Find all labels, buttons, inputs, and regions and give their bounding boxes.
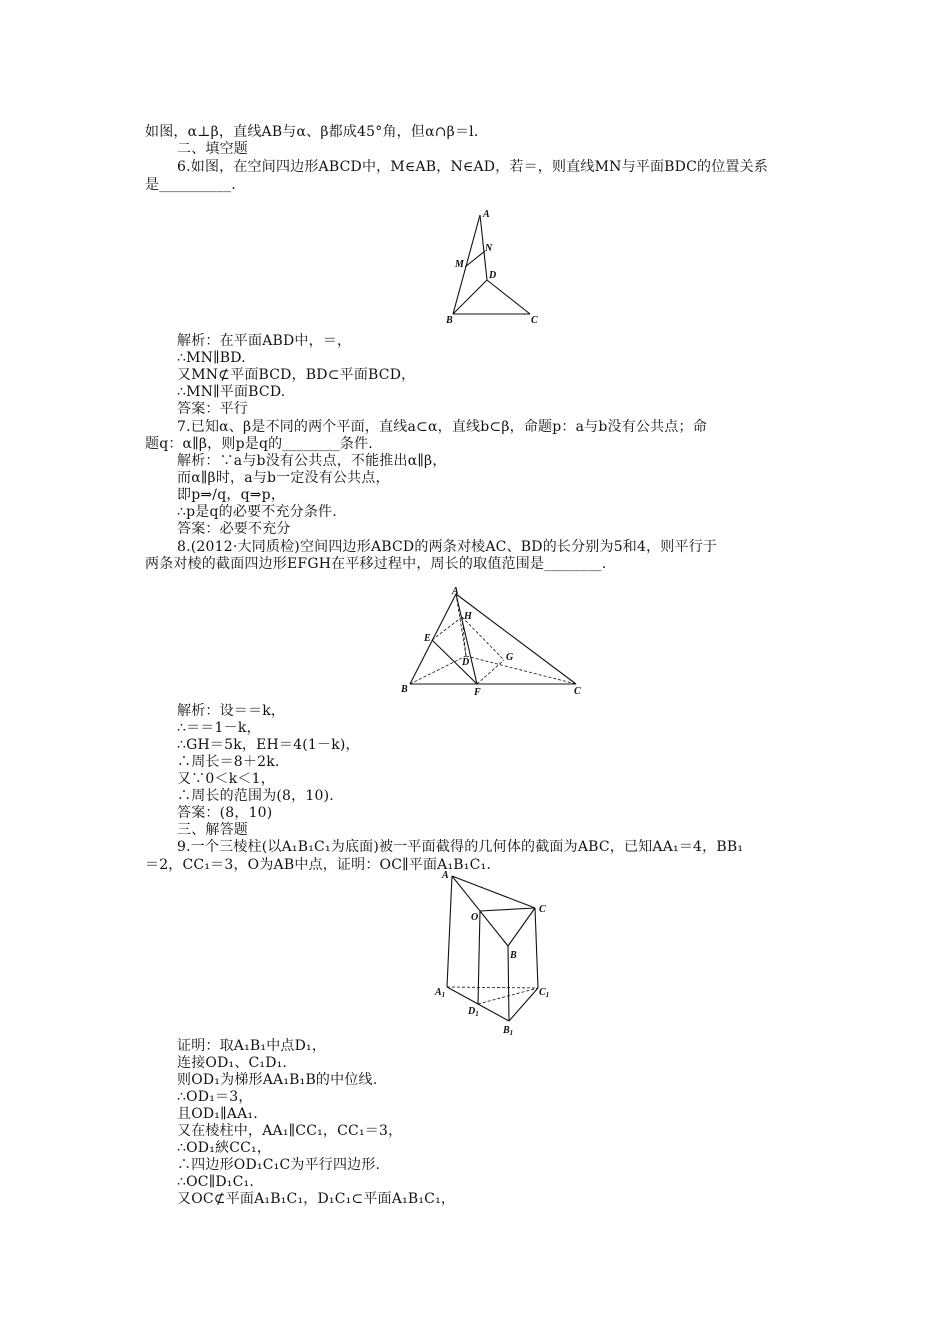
text-line: 解析：在平面ABD中，＝， (177, 333, 352, 349)
text-line: 题q：α∥β，则p是q的________条件. (145, 436, 373, 452)
question-9: 9.一个三棱柱(以A₁B₁C₁为底面)被一平面截得的几何体的截面为ABC，已知AA₁＝4，BB₁ (177, 839, 744, 855)
label-N: N (485, 243, 493, 254)
text-line: 又在棱柱中，AA₁∥CC₁，CC₁＝3， (177, 1123, 403, 1139)
label-A: A (483, 209, 490, 220)
answer: 答案：(8，10) (177, 805, 273, 821)
label-A: A (442, 870, 449, 881)
text-line: ∴周长＝8＋2k. (177, 754, 280, 770)
text-line: 解析：设＝＝k， (177, 703, 286, 719)
label-O: O (471, 912, 479, 923)
label-A1: $A_1$ (435, 987, 446, 999)
label-A: A (452, 586, 459, 597)
figure-truncated-prism (430, 868, 560, 1040)
text-line: 而α∥β时，a与b一定没有公共点， (177, 470, 390, 486)
text-line: ∴四边形OD₁C₁C为平行四边形. (177, 1157, 381, 1173)
text-line: ∴周长的范围为(8，10). (177, 788, 334, 804)
label-D: D (489, 270, 497, 281)
text-line: 且OD₁∥AA₁. (177, 1106, 258, 1122)
label-M: M (455, 259, 464, 270)
label-B: B (401, 684, 408, 695)
figure-tetrahedron-efgh (398, 584, 588, 700)
text-line: ∴MN∥BD. (177, 350, 246, 366)
text-line: 又∵0＜k＜1， (177, 771, 275, 787)
label-H: H (464, 611, 472, 622)
text-line: ∴OD₁＝3， (177, 1089, 253, 1105)
text-line: ∴MN∥平面BCD. (177, 384, 286, 400)
text-line: 又OC⊄平面A₁B₁C₁，D₁C₁⊂平面A₁B₁C₁， (177, 1191, 456, 1207)
text-line: 则OD₁为梯形AA₁B₁B的中位线. (177, 1072, 378, 1088)
label-D: D (462, 657, 470, 668)
section-heading: 二、填空题 (177, 141, 248, 157)
text-line: ∴OC∥D₁C₁. (177, 1174, 254, 1190)
answer: 答案：平行 (177, 401, 248, 417)
text-line: ∴GH＝5k，EH＝4(1－k)， (177, 737, 360, 753)
answer: 答案：必要不充分 (177, 521, 291, 537)
text-line: 又MN⊄平面BCD，BD⊂平面BCD， (177, 367, 416, 383)
question-7: 7.已知α、β是不同的两个平面，直线a⊂α，直线b⊂β，命题p：a与b没有公共点；命 (177, 419, 707, 435)
label-B1: $B_1$ (503, 1025, 514, 1037)
label-C: C (539, 904, 546, 915)
text-line: 连接OD₁、C₁D₁. (177, 1055, 288, 1071)
text-line: 如图，α⊥β，直线AB与α、β都成45°角，但α∩β＝l. (145, 124, 479, 140)
label-B: B (446, 315, 453, 326)
text-line: 两条对棱的截面四边形EFGH在平移过程中，周长的取值范围是________. (145, 556, 607, 572)
text-line: 是__________. (145, 177, 236, 193)
label-C: C (574, 686, 581, 697)
label-E: E (424, 633, 431, 644)
text-line: ∴＝＝1－k， (177, 720, 261, 736)
text-line: 证明：取A₁B₁中点D₁， (177, 1038, 327, 1054)
text-line: ＝2，CC₁＝3，O为AB中点，证明：OC∥平面A₁B₁C₁. (145, 857, 491, 873)
text-line: 即p⇒/q，q⇒p， (177, 487, 286, 503)
label-C: C (531, 315, 538, 326)
label-F: F (474, 687, 481, 698)
label-G: G (506, 652, 514, 663)
label-B: B (510, 950, 517, 961)
question-8: 8.(2012·大同质检)空间四边形ABCD的两条对棱AC、BD的长分别为5和4，则平行于 (177, 539, 718, 555)
label-C1: $C_1$ (539, 987, 550, 999)
text-line: 解析：∵a与b没有公共点，不能推出α∥β， (177, 453, 447, 469)
question-6: 6.如图，在空间四边形ABCD中，M∈AB，N∈AD，若＝，则直线MN与平面BDC的位置关系 (177, 159, 769, 175)
figure-quadrilateral-mn (440, 206, 550, 326)
section-heading: 三、解答题 (177, 822, 248, 838)
text-line: ∴p是q的必要不充分条件. (177, 504, 337, 520)
label-D1: $D_1$ (468, 1006, 479, 1018)
text-line: ∴OD₁綊CC₁， (177, 1140, 272, 1156)
